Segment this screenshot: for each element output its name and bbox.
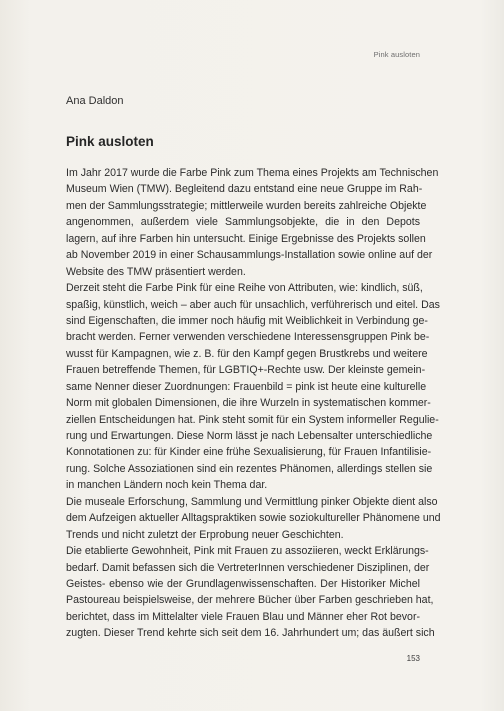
text-line: Die museale Erforschung, Sammlung und Vermittlung pinker Objekte dient also	[66, 495, 438, 508]
text-line: Die etablierte Gewohnheit, Pink mit Frauen zu assoziieren, weckt Erklärungs-	[66, 545, 429, 558]
text-line: zugten. Dieser Trend kehrte sich seit dem 16. Jahrhundert um; das äußert sich	[66, 627, 435, 640]
text-line: Pastoureau beispielsweise, der mehrere Bücher über Farben geschrieben hat,	[66, 594, 434, 607]
text-line: rung und Erwartungen. Diese Norm lässt je nach Lebensalter unterschiedliche	[66, 430, 433, 442]
text-line: Norm mit globalen Dimensionen, die ihre Wurzeln in systematischen kommer-	[66, 397, 431, 410]
text-line: in manchen Ländern noch kein Thema dar.	[66, 479, 268, 492]
text-line: spaßig, künstlich, weich – aber auch für unsachlich, verführerisch und eitel. Das	[66, 298, 440, 311]
author-name: Ana Daldon	[66, 95, 124, 107]
text-line: Im Jahr 2017 wurde die Farbe Pink zum Thema eines Projekts am Technischen	[66, 167, 439, 179]
text-line: Derzeit steht die Farbe Pink für eine Reihe von Attributen, wie: kindlich, süß,	[66, 282, 423, 295]
text-line: same Nenner dieser Zuordnungen: Frauenbild = pink ist heute eine kulturelle	[66, 380, 427, 393]
running-head: Pink ausloten	[373, 50, 420, 59]
text-line: Website des TMW präsentiert werden.	[66, 265, 246, 278]
text-line: angenommen, außerdem viele Sammlungsobjekte, die in den Depots	[66, 216, 420, 229]
text-line: rung. Solche Assoziationen sind ein rezentes Phänomen, allerdings stellen sie	[66, 462, 433, 475]
text-line: men der Sammlungsstrategie; mittlerweile wurden bereits zahlreiche Objekte	[66, 199, 427, 212]
article-title: Pink ausloten	[66, 134, 154, 149]
text-line: wusst für Kampagnen, wie z. B. für den Kampf gegen Brustkrebs und weitere	[66, 347, 428, 360]
text-line: Konnotationen zu: für Kinder eine frühe Sexualisierung, für Frauen Infantilisie-	[66, 446, 432, 459]
text-line: sind Eigenschaften, die immer noch häufig mit Weiblichkeit in Verbindung ge-	[66, 314, 428, 327]
text-line: bedarf. Damit befassen sich die VertreterInnen verschiedener Disziplinen, der	[66, 561, 430, 574]
text-line: Frauen betreffende Themen, für LGBTIQ+-Rechte usw. Der kleinste gemein-	[66, 364, 426, 377]
text-line: dem Aufzeigen aktueller Alltagspraktiken sowie soziokultureller Phänomene und	[66, 512, 441, 525]
body-text	[66, 165, 441, 642]
text-line: Museum Wien (TMW). Begleitend dazu entstand eine neue Gruppe im Rah-	[66, 183, 423, 196]
text-line: Trends und nicht zuletzt der Erprobung neuer Geschichten.	[66, 528, 344, 541]
text-line: lagern, auf ihre Farben hin untersucht. Einige Ergebnisse des Projekts sollen	[66, 232, 426, 245]
text-line: Geistes- ebenso wie der Grundlagenwissenschaften. Der Historiker Michel	[66, 577, 420, 590]
page-number: 153	[406, 654, 420, 663]
text-line: ab November 2019 in einer Schausammlungs-Installation sowie online auf der	[66, 249, 433, 262]
text-line: berichtet, dass im Mittelalter viele Frauen Blau und Männer eher Rot bevor-	[66, 610, 420, 623]
text-line: bracht werden. Ferner verwenden verschiedene Interessensgruppen Pink be-	[66, 331, 430, 344]
text-line: ziellen Entscheidungen hat. Pink steht somit für ein System informeller Regulie-	[66, 413, 439, 426]
